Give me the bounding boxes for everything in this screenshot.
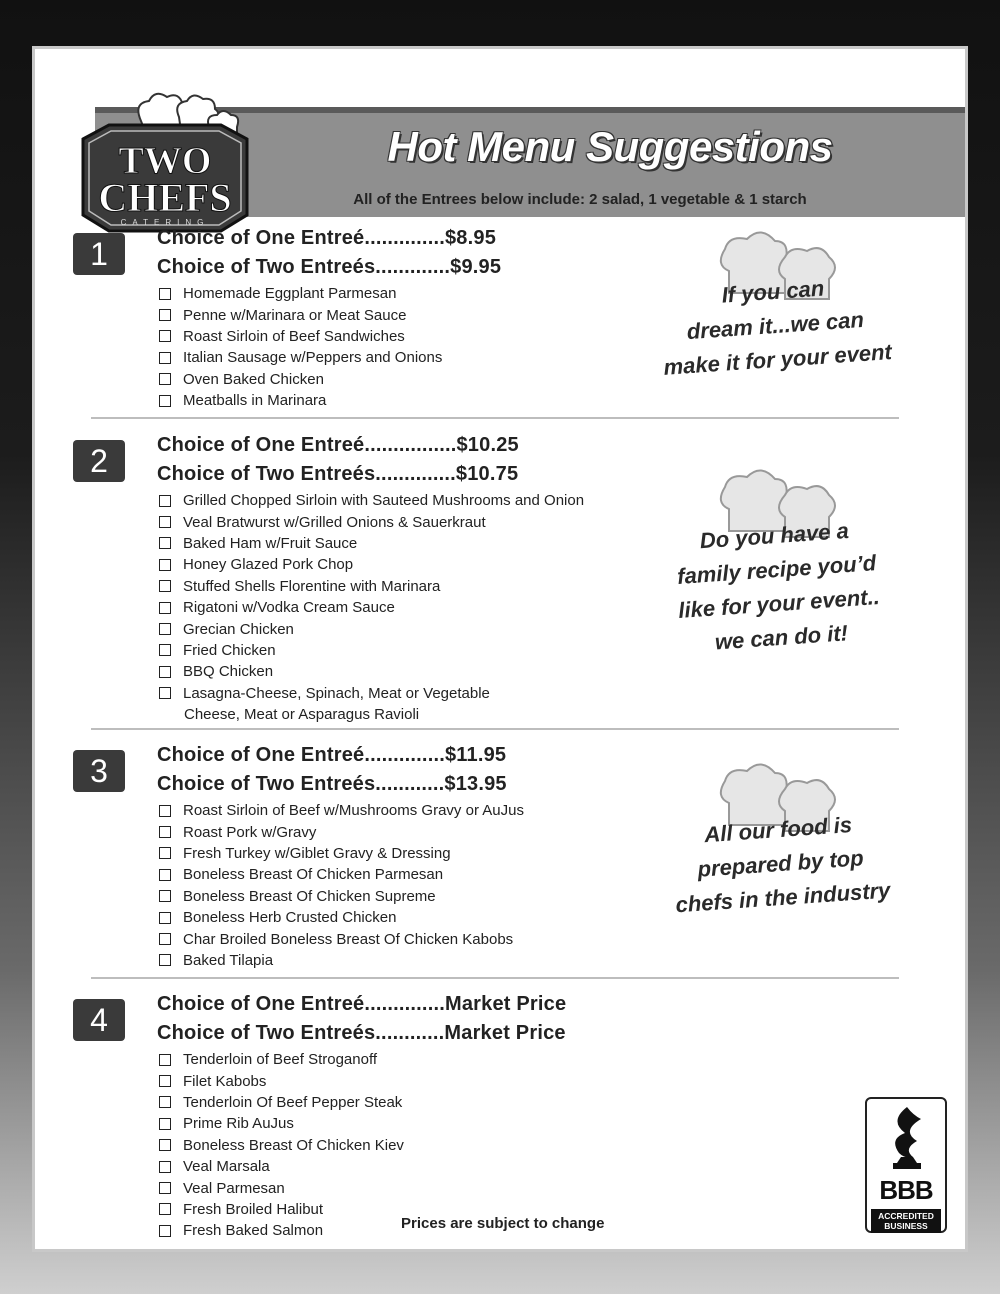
checkbox[interactable]	[159, 954, 171, 966]
list-item-continuation: Cheese, Meat or Asparagus Ravioli	[184, 706, 420, 724]
checkbox[interactable]	[159, 869, 171, 881]
list-item[interactable]: Tenderloin of Beef Stroganoff	[159, 1049, 404, 1070]
logo-line3: CATERING	[120, 218, 210, 227]
list-item[interactable]: Meatballs in Marinara	[159, 390, 442, 411]
list-item[interactable]: Boneless Breast Of Chicken Supreme	[159, 886, 524, 907]
one-entree-price: Choice of One Entreé..............Market Price	[157, 993, 567, 1015]
list-item[interactable]: Fresh Turkey w/Giblet Gravy & Dressing	[159, 843, 524, 864]
checkbox[interactable]	[159, 373, 171, 385]
list-item[interactable]: Fresh Baked Salmon	[159, 1220, 404, 1241]
checkbox[interactable]	[159, 687, 171, 699]
list-item[interactable]: Homemade Eggplant Parmesan	[159, 283, 442, 304]
list-item[interactable]: BBQ Chicken	[159, 661, 584, 682]
checkbox[interactable]	[159, 847, 171, 859]
list-item[interactable]: Rigatoni w/Vodka Cream Sauce	[159, 597, 584, 618]
checkbox[interactable]	[159, 912, 171, 924]
list-item[interactable]: Char Broiled Boneless Breast Of Chicken Kabobs	[159, 928, 524, 949]
checkbox[interactable]	[159, 1203, 171, 1215]
list-item[interactable]: Baked Ham w/Fruit Sauce	[159, 533, 584, 554]
list-item[interactable]: Roast Sirloin of Beef Sandwiches	[159, 326, 442, 347]
section-number: 2	[73, 440, 125, 482]
entrees-include-note: All of the Entrees below include: 2 salad, 1 vegetable & 1 starch	[353, 191, 807, 208]
list-item[interactable]: Veal Parmesan	[159, 1177, 404, 1198]
checkbox[interactable]	[159, 1161, 171, 1173]
two-entrees-price: Choice of Two Entreés............Market Price	[157, 1022, 566, 1044]
entree-list	[159, 800, 524, 971]
list-item[interactable]: Roast Sirloin of Beef w/Mushrooms Gravy or AuJus	[159, 800, 524, 821]
bbb-label: BBB	[879, 1175, 933, 1205]
checkbox[interactable]	[159, 352, 171, 364]
checkbox[interactable]	[159, 890, 171, 902]
list-item[interactable]: Oven Baked Chicken	[159, 369, 442, 390]
checkbox[interactable]	[159, 1096, 171, 1108]
checkbox[interactable]	[159, 826, 171, 838]
logo-line2: CHEFS	[98, 175, 232, 220]
list-item[interactable]: Fried Chicken	[159, 640, 584, 661]
two-entrees-price: Choice of Two Entreés............$13.95	[157, 773, 507, 795]
bbb-accredited-text: ACCREDITED BUSINESS	[871, 1209, 941, 1233]
checkbox[interactable]	[159, 309, 171, 321]
checkbox[interactable]	[159, 1182, 171, 1194]
two-entrees-price: Choice of Two Entreés..............$10.75	[157, 463, 519, 485]
list-item[interactable]: Filet Kabobs	[159, 1070, 404, 1091]
prices-note: Prices are subject to change	[401, 1215, 605, 1232]
two-chefs-logo	[71, 83, 257, 241]
section-divider	[91, 728, 899, 730]
list-item[interactable]: Boneless Herb Crusted Chicken	[159, 907, 524, 928]
list-item[interactable]: Roast Pork w/Gravy	[159, 821, 524, 842]
section-number: 1	[73, 233, 125, 275]
checkbox[interactable]	[159, 516, 171, 528]
checkbox[interactable]	[159, 495, 171, 507]
two-entrees-price: Choice of Two Entreés.............$9.95	[157, 256, 502, 278]
list-item[interactable]: Veal Bratwurst w/Grilled Onions & Sauerkraut	[159, 511, 584, 532]
list-item[interactable]: Grilled Chopped Sirloin with Sauteed Mushrooms and Onion	[159, 490, 584, 511]
checkbox[interactable]	[159, 1139, 171, 1151]
section-divider	[91, 417, 899, 419]
list-item[interactable]: Penne w/Marinara or Meat Sauce	[159, 304, 442, 325]
checkbox[interactable]	[159, 666, 171, 678]
list-item[interactable]: Veal Marsala	[159, 1156, 404, 1177]
list-item[interactable]: Boneless Breast Of Chicken Parmesan	[159, 864, 524, 885]
checkbox[interactable]	[159, 805, 171, 817]
page-title: Hot Menu Suggestions	[387, 123, 833, 170]
entree-list	[159, 283, 442, 411]
checkbox[interactable]	[159, 395, 171, 407]
bbb-torch-icon	[885, 1105, 929, 1175]
list-item[interactable]: Grecian Chicken	[159, 618, 584, 639]
list-item[interactable]: Tenderloin Of Beef Pepper Steak	[159, 1092, 404, 1113]
list-item[interactable]: Boneless Breast Of Chicken Kiev	[159, 1135, 404, 1156]
list-item[interactable]: Italian Sausage w/Peppers and Onions	[159, 347, 442, 368]
section-number: 3	[73, 750, 125, 792]
checkbox[interactable]	[159, 933, 171, 945]
checkbox[interactable]	[159, 330, 171, 342]
checkbox[interactable]	[159, 623, 171, 635]
one-entree-price: Choice of One Entreé..............$11.95	[157, 744, 507, 766]
list-item[interactable]: Stuffed Shells Florentine with Marinara	[159, 576, 584, 597]
entree-list	[159, 1049, 404, 1242]
section-number: 4	[73, 999, 125, 1041]
one-entree-price: Choice of One Entreé................$10.25	[157, 434, 519, 456]
bbb-accredited-badge[interactable]	[865, 1097, 947, 1233]
list-item[interactable]: Baked Tilapia	[159, 950, 524, 971]
list-item[interactable]: Honey Glazed Pork Chop	[159, 554, 584, 575]
list-item[interactable]: Lasagna-Cheese, Spinach, Meat or Vegetable	[159, 683, 584, 704]
section-divider	[91, 977, 899, 979]
checkbox[interactable]	[159, 1075, 171, 1087]
checkbox[interactable]	[159, 288, 171, 300]
entree-list	[159, 490, 584, 725]
checkbox[interactable]	[159, 602, 171, 614]
checkbox[interactable]	[159, 559, 171, 571]
list-item[interactable]: Prime Rib AuJus	[159, 1113, 404, 1134]
slogan-1: If you can dream it...we can make it for your event	[662, 275, 893, 380]
logo-line1: TWO	[118, 140, 212, 182]
menu-page	[32, 46, 968, 1252]
checkbox[interactable]	[159, 1118, 171, 1130]
list-item[interactable]: Fresh Broiled Halibut	[159, 1199, 404, 1220]
checkbox[interactable]	[159, 1225, 171, 1237]
checkbox[interactable]	[159, 580, 171, 592]
checkbox[interactable]	[159, 1054, 171, 1066]
slogan-2: Do you have a family recipe you’d like for your event.. we can do it!	[676, 517, 881, 655]
checkbox[interactable]	[159, 644, 171, 656]
slogan-3: All our food is prepared by top chefs in the industry	[674, 811, 892, 918]
one-entree-price: Choice of One Entreé..............$8.95	[157, 227, 497, 249]
checkbox[interactable]	[159, 537, 171, 549]
